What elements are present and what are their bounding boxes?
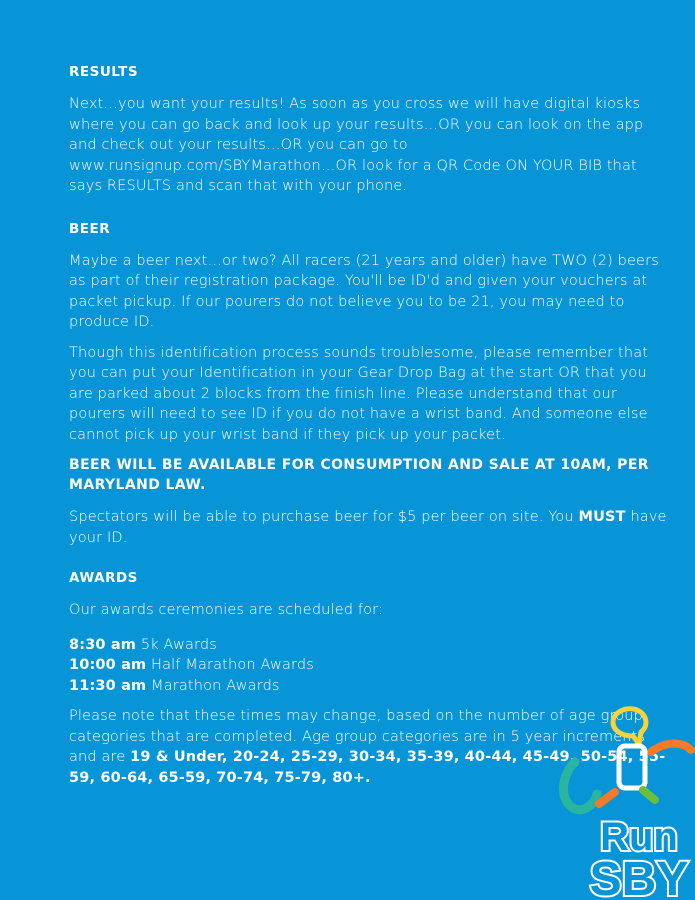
schedule-label: 5k Awards (136, 636, 217, 653)
results-heading: RESULTS (69, 64, 139, 80)
logo-head-icon (613, 709, 646, 744)
logo-leg-green-icon (643, 790, 655, 800)
awards-schedule (69, 635, 669, 697)
spectators-must: MUST (578, 509, 626, 525)
logo-wing-icon (563, 762, 597, 810)
results-section (69, 62, 669, 197)
schedule-label: Half Marathon Awards (146, 657, 314, 673)
schedule-label: Marathon Awards (146, 677, 280, 694)
document-page (69, 62, 669, 808)
spectators-paragraph (69, 507, 669, 548)
age-group-list: 19 & Under, 20-24, 25-29, 30-34, 35-39, 40-44, 45-49, 50-54, 55-59, 60-64, 65-59, 70-74, 75-79, 80+. (69, 749, 666, 786)
logo-arm-icon (651, 744, 691, 753)
schedule-item-half-marathon (69, 655, 669, 676)
spectators-text: Spectators will be able to purchase beer for $5 per beer on site. You (69, 509, 579, 525)
awards-heading: AWARDS (69, 570, 138, 586)
results-body: Next…you want your results! As soon as you cross we will have digital kiosks where you can go back and look up your results…OR you can look on the app and check out your results…OR you can go to www.runsignup.com/SBYMarathon…OR look for a QR Code ON YOUR BIB that says RESULTS and scan that with your phone. (69, 96, 644, 194)
beer-availability-notice: BEER WILL BE AVAILABLE FOR CONSUMPTION AND SALE AT 10AM, PER MARYLAND LAW. (69, 457, 649, 493)
beer-paragraph-2: Though this identification process sounds troublesome, please remember that you can put your Identification in your Gear Drop Bag at the start OR that you are parked about 2 blocks from the finish line. Please understand that our pourers will need to see ID if you do not have a wrist band. And someone else cannot pick up your wrist band if they pick up your packet. (69, 344, 649, 443)
spectators-text-end: have your ID. (69, 509, 667, 546)
beer-heading: BEER (69, 220, 111, 237)
logo-text-run: Run (600, 815, 678, 859)
schedule-time: 11:30 am (69, 677, 147, 694)
awards-intro: Our awards ceremonies are scheduled for: (69, 602, 384, 618)
schedule-item-5k (69, 635, 669, 656)
beer-section (69, 219, 669, 549)
schedule-item-marathon (69, 676, 669, 697)
awards-note-text: Please note that these times may change, based on the number of age group categories that are completed. Age group categories are in 5 year increments and are (69, 708, 646, 765)
logo-body-icon (619, 746, 645, 788)
schedule-time: 10:00 am (69, 657, 147, 673)
beer-paragraph-1: Maybe a beer next…or two? All racers (21 years and older) have TWO (2) beers as part of their registration package. You'll be ID'd and given your vouchers at packet pickup. If our pourers do not believe you to be 21, you may need to produce ID. (69, 252, 659, 330)
run-sby-logo (555, 700, 695, 900)
logo-text-sby: SBY (589, 853, 689, 900)
schedule-time: 8:30 am (69, 636, 137, 653)
